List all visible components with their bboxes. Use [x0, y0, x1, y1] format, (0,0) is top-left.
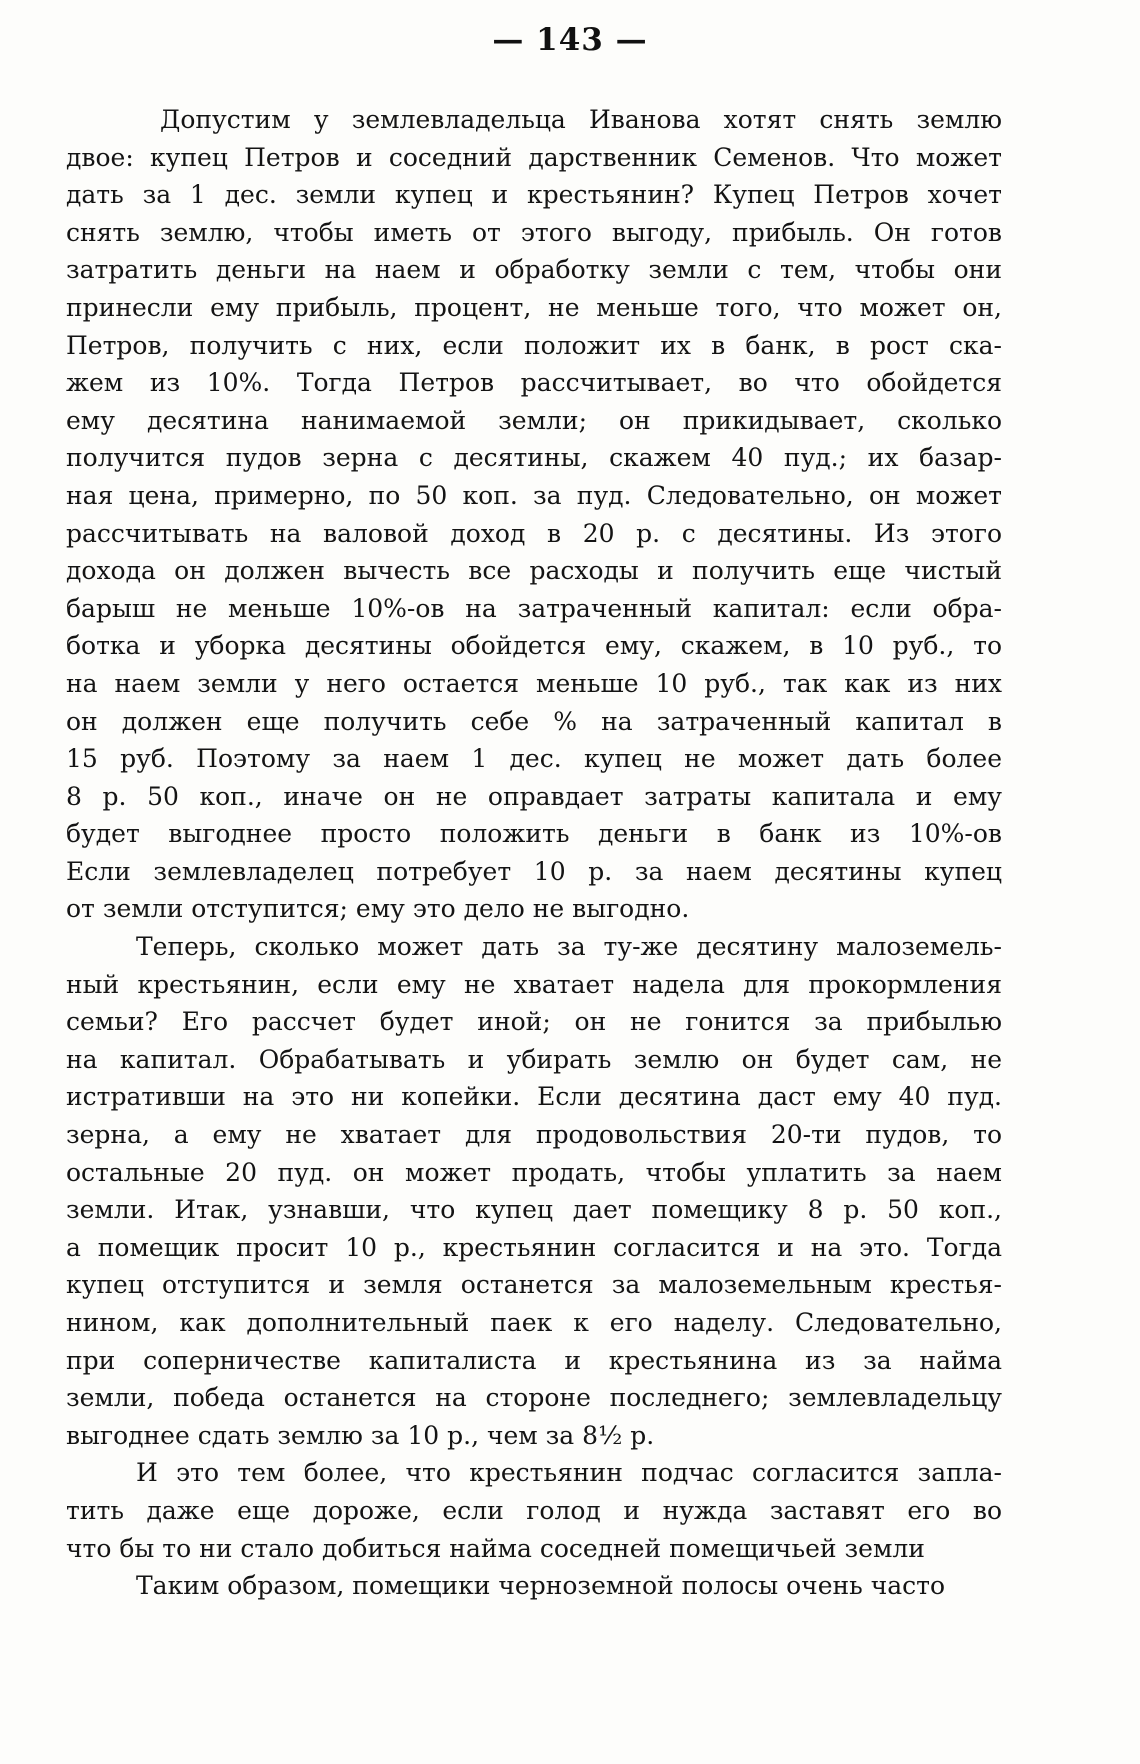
text-line: ный крестьянин, если ему не хватает надела для прокормления — [66, 969, 1002, 999]
text-line: получится пудов зерна с десятины, скажем 40 пуд.; их базар- — [66, 443, 1002, 473]
text-line: от земли отступится; ему это дело не выгодно. — [66, 894, 690, 924]
text-line: на капитал. Обрабатывать и убирать землю он будет сам, не — [66, 1044, 1002, 1074]
text-line: ная цена, примерно, по 50 коп. за пуд. Следовательно, он может — [66, 480, 1002, 510]
text-line: что бы то ни стало добиться найма соседней помещичьей земли — [66, 1533, 925, 1563]
text-line: купец отступится и земля останется за малоземельным крестья- — [66, 1270, 1002, 1300]
text-line: выгоднее сдать землю за 10 р., чем за 8½ р. — [66, 1420, 655, 1450]
text-line: тить даже еще дороже, если голод и нужда заставят его во — [66, 1495, 1002, 1525]
text-line: Если землевладелец потребует 10 р. за наем десятины купец — [66, 856, 1002, 886]
text-line: затратить деньги на наем и обработку земли с тем, чтобы они — [66, 255, 1002, 285]
paragraph-2 — [66, 928, 1002, 1454]
text-line: истративши на это ни копейки. Если десятина даст ему 40 пуд. — [66, 1082, 1002, 1112]
text-line: ботка и уборка десятины обойдется ему, скажем, в 10 руб., то — [66, 631, 1002, 661]
text-line: зерна, а ему не хватает для продовольствия 20-ти пудов, то — [66, 1120, 1002, 1150]
text-line: 8 р. 50 коп., иначе он не оправдает затраты капитала и ему — [66, 781, 1002, 811]
text-line: дохода он должен вычесть все расходы и получить еще чистый — [66, 556, 1002, 586]
text-line: принесли ему прибыль, процент, не меньше того, что может он, — [66, 292, 1002, 322]
text-line: на наем земли у него остается меньше 10 руб., так как из них — [66, 668, 1002, 698]
text-line: жем из 10%. Тогда Петров рассчитывает, во что обойдется — [66, 368, 1002, 398]
text-line: барыш не меньше 10%-ов на затраченный капитал: если обра- — [66, 593, 1002, 623]
text-line: ему десятина нанимаемой земли; он прикидывает, сколько — [66, 405, 1002, 435]
text-line: И это тем более, что крестьянин подчас согласится запла- — [136, 1458, 1002, 1488]
text-line: он должен еще получить себе % на затраченный капитал в — [66, 706, 1002, 736]
text-line: Теперь, сколько может дать за ту-же десятину малоземель- — [136, 932, 1002, 962]
text-line: Таким образом, помещики черноземной полосы очень часто — [136, 1571, 946, 1601]
text-body — [66, 101, 1002, 1605]
text-line: нином, как дополнительный паек к его наделу. Следовательно, — [66, 1308, 1002, 1337]
text-line: рассчитывать на валовой доход в 20 р. с десятины. Из этого — [66, 518, 1002, 548]
paragraph-4 — [66, 1567, 1002, 1605]
paragraph-1 — [66, 101, 1002, 928]
text-line: Петров, получить с них, если положит их в банк, в рост ска- — [66, 330, 1002, 360]
text-line: семьи? Его рассчет будет иной; он не гонится за прибылью — [66, 1007, 1002, 1037]
text-line: 15 руб. Поэтому за наем 1 дес. купец не может дать более — [66, 744, 1002, 774]
text-line: снять землю, чтобы иметь от этого выгоду, прибыль. Он готов — [66, 217, 1002, 247]
text-line: дать за 1 дес. земли купец и крестьянин? Купец Петров хочет — [66, 180, 1002, 210]
page-number: — 143 — — [492, 22, 648, 58]
paragraph-3 — [66, 1454, 1002, 1567]
text-line: при соперничестве капиталиста и крестьянина из за найма — [66, 1345, 1002, 1375]
text-line: двое: купец Петров и соседний дарственник Семенов. Что может — [66, 142, 1002, 172]
text-line: а помещик просит 10 р., крестьянин согласится и на это. Тогда — [66, 1232, 1002, 1262]
text-line: Допустим у землевладельца Иванова хотят снять землю — [160, 105, 1002, 134]
text-line: земли. Итак, узнавши, что купец дает помещику 8 р. 50 коп., — [66, 1195, 1002, 1225]
text-line: будет выгоднее просто положить деньги в банк из 10%-ов — [66, 819, 1002, 849]
text-line: земли, победа останется на стороне последнего; землевладельцу — [66, 1383, 1002, 1413]
text-line: остальные 20 пуд. он может продать, чтобы уплатить за наем — [66, 1157, 1002, 1187]
